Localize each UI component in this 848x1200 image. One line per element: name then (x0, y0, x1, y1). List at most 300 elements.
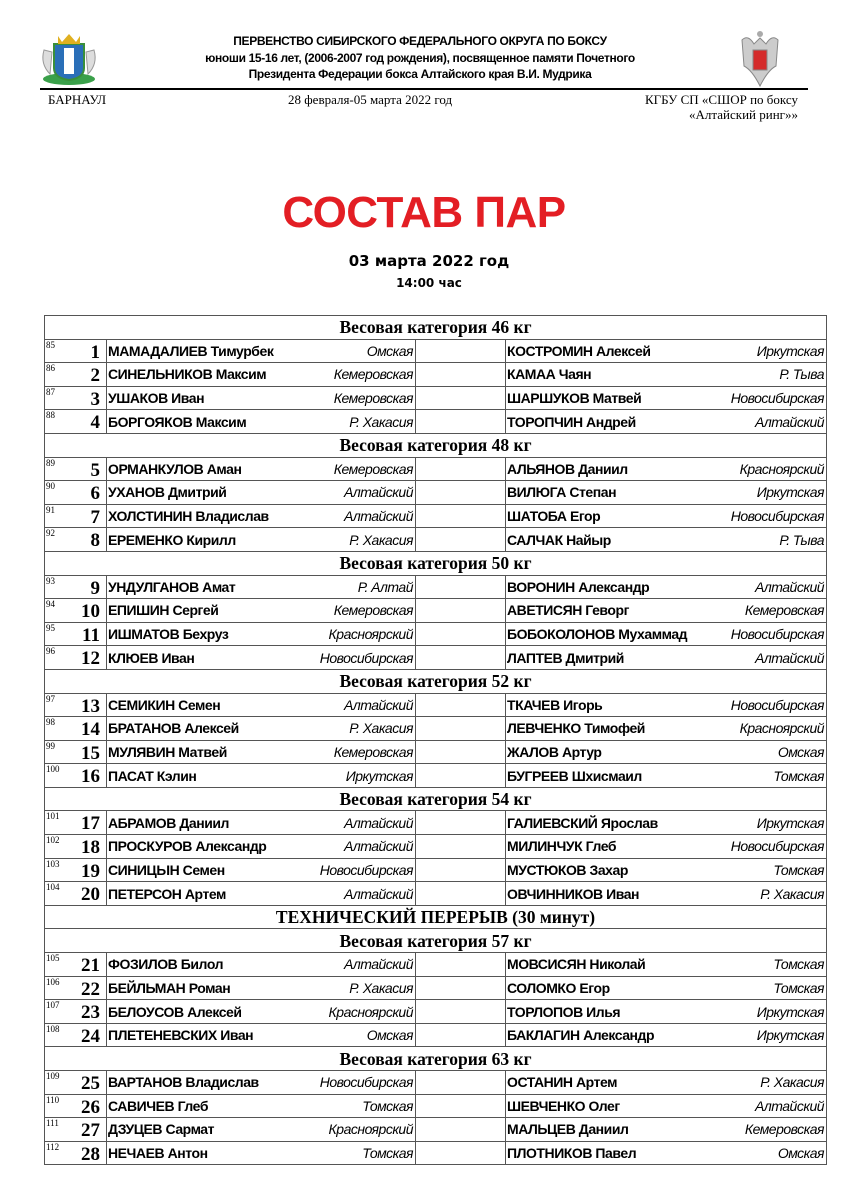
red-corner-cell (107, 1071, 416, 1095)
red-corner-cell (107, 1000, 416, 1024)
boxer-name: БОРГОЯКОВ Максим (108, 413, 247, 430)
empty-cell (416, 622, 506, 646)
bout-number-cell (45, 1000, 107, 1024)
category-heading: Весовая категория 63 кг (45, 1047, 827, 1071)
table-row (45, 858, 827, 882)
bout-number-cell (45, 646, 107, 670)
red-corner-cell (107, 622, 416, 646)
boxer-region: Иркутская (756, 814, 825, 831)
bout-number-cell (45, 811, 107, 835)
boxer-name: МИЛИНЧУК Глеб (507, 838, 617, 855)
bout-number: 1 (90, 341, 100, 363)
red-corner-cell (107, 575, 416, 599)
empty-cell (416, 1118, 506, 1142)
blue-corner-cell (506, 882, 827, 906)
boxer-region: Иркутская (756, 342, 825, 359)
bout-number: 14 (81, 719, 100, 741)
blue-corner-cell (506, 386, 827, 410)
boxer-name: САЛЧАК Найыр (507, 531, 611, 548)
boxer-region: Иркутская (345, 767, 413, 784)
boxer-region: Кемеровская (744, 1121, 825, 1138)
boxer-region: Омская (777, 1145, 825, 1162)
boxer-name: АЛЬЯНОВ Даниил (507, 460, 628, 477)
boxer-name: САВИЧЕВ Глеб (108, 1097, 209, 1114)
table-row (45, 481, 827, 505)
sequence-number: 105 (46, 953, 60, 964)
blue-corner-cell (506, 339, 827, 363)
sequence-number: 108 (46, 1023, 60, 1034)
bout-number-cell (45, 764, 107, 788)
bout-number-cell (45, 528, 107, 552)
category-heading: Весовая категория 50 кг (45, 551, 827, 575)
boxer-region: Р. Хакасия (349, 979, 413, 996)
red-corner-cell (107, 976, 416, 1000)
boxer-name: ЕПИШИН Сергей (108, 602, 219, 619)
category-row (45, 316, 827, 340)
bout-number: 22 (81, 978, 100, 1000)
boxer-region: Томская (773, 979, 825, 996)
boxer-region: Алтайский (755, 649, 825, 666)
table-row (45, 1000, 827, 1024)
table-row (45, 457, 827, 481)
boxer-name: ПРОСКУРОВ Александр (108, 838, 267, 855)
boxer-region: Р. Хакасия (760, 885, 825, 902)
sequence-number: 102 (46, 835, 60, 846)
bout-number-cell (45, 740, 107, 764)
table-row (45, 1141, 827, 1165)
table-row (45, 882, 827, 906)
empty-cell (416, 1071, 506, 1095)
blue-corner-cell (506, 740, 827, 764)
boxer-name: МАЛЬЦЕВ Даниил (507, 1121, 629, 1138)
table-row (45, 410, 827, 434)
boxer-region: Красноярский (328, 626, 413, 643)
table-row (45, 504, 827, 528)
sequence-number: 111 (46, 1118, 59, 1129)
bout-number-cell (45, 386, 107, 410)
event-title-line: Президента Федерации бокса Алтайского края В.И. Мудрика (248, 67, 592, 81)
bout-date: 03 марта 2022 год (348, 252, 510, 270)
empty-cell (416, 693, 506, 717)
bout-number-cell (45, 717, 107, 741)
bout-number: 12 (81, 648, 100, 670)
blue-corner-cell (506, 363, 827, 387)
category-row (45, 787, 827, 811)
bout-number-cell (45, 622, 107, 646)
boxer-name: БЕЛОУСОВ Алексей (108, 1003, 242, 1020)
boxer-name: ЖАЛОВ Артур (507, 743, 602, 760)
red-corner-cell (107, 740, 416, 764)
table-row (45, 693, 827, 717)
blue-corner-cell (506, 1118, 827, 1142)
bout-number-cell (45, 481, 107, 505)
category-heading: ТЕХНИЧЕСКИЙ ПЕРЕРЫВ (30 минут) (45, 905, 827, 929)
boxer-name: КАМАА Чаян (507, 366, 592, 383)
boxer-region: Новосибирская (730, 390, 825, 407)
boxer-region: Алтайский (344, 508, 413, 525)
boxer-name: ВИЛЮГА Степан (507, 484, 617, 501)
boxer-name: ГАЛИЕВСКИЙ Ярослав (507, 814, 658, 831)
category-heading: Весовая категория 46 кг (45, 316, 827, 340)
empty-cell (416, 504, 506, 528)
category-heading: Весовая категория 48 кг (45, 433, 827, 457)
bout-number-cell (45, 410, 107, 434)
boxer-name: ПЕТЕРСОН Артем (108, 885, 226, 902)
boxer-region: Томская (773, 956, 825, 973)
table-row (45, 528, 827, 552)
empty-cell (416, 976, 506, 1000)
boxer-name: ЛЕВЧЕНКО Тимофей (507, 720, 645, 737)
boxer-name: ПЛЕТЕНЕВСКИХ Иван (108, 1027, 254, 1044)
category-row (45, 433, 827, 457)
empty-cell (416, 1023, 506, 1047)
red-corner-cell (107, 717, 416, 741)
table-row (45, 363, 827, 387)
bout-number-cell (45, 363, 107, 387)
sequence-number: 87 (46, 386, 55, 397)
organizer-line: «Алтайский ринг»» (689, 107, 798, 122)
blue-corner-cell (506, 976, 827, 1000)
boxer-name: СИНИЦЫН Семен (108, 861, 225, 878)
boxer-region: Кемеровская (333, 743, 413, 760)
category-row (45, 905, 827, 929)
bout-number: 2 (90, 365, 100, 387)
boxer-name: ВАРТАНОВ Владислав (108, 1074, 259, 1091)
blue-corner-cell (506, 835, 827, 859)
table-row (45, 811, 827, 835)
boxer-region: Томская (773, 861, 825, 878)
empty-cell (416, 858, 506, 882)
sequence-number: 91 (46, 504, 55, 515)
boxer-name: БОБОКОЛОНОВ Мухаммад (507, 626, 688, 643)
boxer-region: Алтайский (344, 956, 413, 973)
red-corner-cell (107, 599, 416, 623)
bout-number-cell (45, 1094, 107, 1118)
category-heading: Весовая категория 57 кг (45, 929, 827, 953)
boxer-region: Омская (777, 743, 825, 760)
boxer-name: БАКЛАГИН Александр (507, 1027, 655, 1044)
boxer-name: ПАСАТ Кэлин (108, 767, 197, 784)
red-corner-cell (107, 764, 416, 788)
blue-corner-cell (506, 410, 827, 434)
bout-number-cell (45, 1071, 107, 1095)
boxer-region: Новосибирская (730, 626, 825, 643)
empty-cell (416, 740, 506, 764)
sequence-number: 104 (46, 882, 60, 893)
bout-number-cell (45, 1118, 107, 1142)
event-title (170, 33, 670, 83)
event-title-line: юноши 15-16 лет, (2006-2007 год рождения), посвященное памяти Почетного (205, 50, 635, 65)
boxer-region: Омская (366, 342, 413, 359)
barnaul-coat-of-arms-logo (38, 30, 100, 86)
boxer-name: УХАНОВ Дмитрий (108, 484, 227, 501)
table-row (45, 1071, 827, 1095)
boxer-region: Новосибирская (319, 1074, 413, 1091)
sequence-number: 92 (46, 528, 55, 539)
boxer-name: ОРМАНКУЛОВ Аман (108, 460, 242, 477)
boxer-region: Алтайский (344, 838, 413, 855)
empty-cell (416, 835, 506, 859)
event-title-line: ПЕРВЕНСТВО СИБИРСКОГО ФЕДЕРАЛЬНОГО ОКРУГА ПО БОКСУ (233, 34, 607, 48)
bout-number: 3 (90, 388, 100, 410)
boxer-region: Иркутская (756, 484, 825, 501)
bout-number-cell (45, 599, 107, 623)
page-title: СОСТАВ ПАР (282, 188, 566, 237)
boxer-region: Кемеровская (744, 602, 825, 619)
boxer-name: ОСТАНИН Артем (507, 1074, 618, 1091)
red-corner-cell (107, 811, 416, 835)
red-corner-cell (107, 835, 416, 859)
boxer-region: Томская (362, 1097, 413, 1114)
empty-cell (416, 953, 506, 977)
boxer-name: ШАТОБА Егор (507, 508, 601, 525)
blue-corner-cell (506, 717, 827, 741)
sequence-number: 101 (46, 811, 60, 822)
bout-time: 14:00 час (396, 276, 462, 290)
boxer-region: Р. Хакасия (349, 413, 413, 430)
boxer-name: ПЛОТНИКОВ Павел (507, 1145, 637, 1162)
empty-cell (416, 481, 506, 505)
sequence-number: 100 (46, 764, 60, 775)
bout-number: 16 (81, 766, 100, 788)
bout-number: 26 (81, 1096, 100, 1118)
table-row (45, 976, 827, 1000)
table-row (45, 339, 827, 363)
bout-number: 21 (81, 955, 100, 977)
boxer-name: МАМАДАЛИЕВ Тимурбек (108, 342, 274, 359)
empty-cell (416, 528, 506, 552)
red-corner-cell (107, 339, 416, 363)
boxer-name: ОВЧИННИКОВ Иван (507, 885, 640, 902)
boxer-name: БЕЙЛЬМАН Роман (108, 979, 231, 996)
category-row (45, 929, 827, 953)
boxer-name: МУСТЮКОВ Захар (507, 861, 628, 878)
boxer-name: ДЗУЦЕВ Сармат (108, 1121, 215, 1138)
bout-number-cell (45, 953, 107, 977)
boxer-region: Новосибирская (319, 649, 413, 666)
boxer-name: КЛЮЕВ Иван (108, 649, 195, 666)
header-divider (40, 88, 808, 90)
sequence-number: 109 (46, 1071, 60, 1081)
blue-corner-cell (506, 1141, 827, 1165)
boxer-region: Томская (773, 767, 825, 784)
bout-number-cell (45, 693, 107, 717)
boxer-name: НЕЧАЕВ Антон (108, 1145, 208, 1162)
sequence-number: 90 (46, 481, 55, 492)
sequence-number: 97 (46, 693, 55, 704)
boxer-region: Алтайский (344, 484, 413, 501)
table-row (45, 1094, 827, 1118)
sequence-number: 99 (46, 740, 55, 751)
empty-cell (416, 1141, 506, 1165)
bout-number-cell (45, 1023, 107, 1047)
boxer-name: СЕМИКИН Семен (108, 696, 221, 713)
empty-cell (416, 410, 506, 434)
sequence-number: 106 (46, 976, 60, 987)
boxer-region: Кемеровская (333, 602, 413, 619)
category-row (45, 1047, 827, 1071)
category-heading: Весовая категория 52 кг (45, 669, 827, 693)
empty-cell (416, 717, 506, 741)
boxer-name: ШЕВЧЕНКО Олег (507, 1097, 620, 1114)
red-corner-cell (107, 953, 416, 977)
empty-cell (416, 764, 506, 788)
table-row (45, 835, 827, 859)
boxer-region: Омская (366, 1027, 413, 1044)
blue-corner-cell (506, 1000, 827, 1024)
event-dates: 28 февраля-05 марта 2022 год (288, 92, 453, 107)
blue-corner-cell (506, 504, 827, 528)
bout-number: 23 (81, 1002, 100, 1024)
red-corner-cell (107, 858, 416, 882)
bout-number-cell (45, 457, 107, 481)
sequence-number: 112 (46, 1141, 60, 1152)
boxer-region: Р. Тыва (779, 531, 825, 548)
category-row (45, 669, 827, 693)
blue-corner-cell (506, 1071, 827, 1095)
red-corner-cell (107, 1023, 416, 1047)
pairings-table (44, 315, 827, 1165)
bout-number: 19 (81, 860, 100, 882)
sequence-number: 85 (46, 339, 55, 350)
table-row (45, 717, 827, 741)
sequence-number: 93 (46, 575, 55, 586)
sequence-number: 103 (46, 858, 60, 869)
bout-number: 6 (90, 483, 100, 505)
bout-number-cell (45, 976, 107, 1000)
organizer-line: КГБУ СП «СШОР по боксу (644, 92, 798, 107)
boxer-region: Иркутская (756, 1027, 825, 1044)
empty-cell (416, 457, 506, 481)
boxer-name: МОВСИСЯН Николай (507, 956, 646, 973)
boxer-region: Алтайский (755, 413, 825, 430)
table-row (45, 599, 827, 623)
table-row (45, 764, 827, 788)
boxer-region: Р. Хакасия (349, 720, 413, 737)
boxer-region: Красноярский (739, 720, 825, 737)
boxer-name: АВЕТИСЯН Геворг (507, 602, 629, 619)
boxer-name: ВОРОНИН Александр (507, 578, 650, 595)
boxer-region: Новосибирская (730, 696, 825, 713)
red-corner-cell (107, 481, 416, 505)
boxer-name: КОСТРОМИН Алексей (507, 342, 651, 359)
bout-number-cell (45, 504, 107, 528)
boxer-region: Алтайский (755, 1097, 825, 1114)
boxer-name: ТОРОПЧИН Андрей (507, 413, 636, 430)
sequence-number: 107 (46, 1000, 60, 1011)
boxer-name: ФОЗИЛОВ Билол (108, 956, 224, 973)
blue-corner-cell (506, 953, 827, 977)
empty-cell (416, 1094, 506, 1118)
empty-cell (416, 646, 506, 670)
table-row (45, 386, 827, 410)
blue-corner-cell (506, 811, 827, 835)
boxer-region: Томская (362, 1145, 413, 1162)
empty-cell (416, 882, 506, 906)
bout-number: 27 (81, 1120, 100, 1142)
bout-number: 5 (90, 459, 100, 481)
boxer-region: Новосибирская (730, 508, 825, 525)
red-corner-cell (107, 386, 416, 410)
boxer-name: СОЛОМКО Егор (507, 979, 610, 996)
blue-corner-cell (506, 575, 827, 599)
bout-number: 11 (82, 624, 100, 646)
red-corner-cell (107, 363, 416, 387)
table-row (45, 1118, 827, 1142)
blue-corner-cell (506, 764, 827, 788)
boxer-region: Кемеровская (333, 460, 413, 477)
sequence-number: 94 (46, 599, 55, 610)
blue-corner-cell (506, 457, 827, 481)
sequence-number: 96 (46, 646, 55, 657)
bout-number: 9 (90, 577, 100, 599)
boxer-region: Красноярский (328, 1121, 413, 1138)
category-heading: Весовая категория 54 кг (45, 787, 827, 811)
table-row (45, 953, 827, 977)
red-corner-cell (107, 457, 416, 481)
red-corner-cell (107, 1118, 416, 1142)
empty-cell (416, 1000, 506, 1024)
blue-corner-cell (506, 1023, 827, 1047)
bout-number: 18 (81, 837, 100, 859)
boxer-region: Алтайский (344, 814, 413, 831)
boxer-name: ЕРЕМЕНКО Кирилл (108, 531, 236, 548)
empty-cell (416, 363, 506, 387)
blue-corner-cell (506, 1094, 827, 1118)
boxer-region: Красноярский (739, 460, 825, 477)
bout-number-cell (45, 835, 107, 859)
boxer-name: УШАКОВ Иван (108, 390, 205, 407)
blue-corner-cell (506, 693, 827, 717)
blue-corner-cell (506, 858, 827, 882)
bout-number: 7 (90, 506, 100, 528)
red-corner-cell (107, 882, 416, 906)
bout-number: 4 (90, 412, 100, 434)
boxer-name: ХОЛСТИНИН Владислав (108, 508, 269, 525)
empty-cell (416, 339, 506, 363)
boxer-name: АБРАМОВ Даниил (108, 814, 229, 831)
boxer-region: Р. Тыва (779, 366, 825, 383)
boxer-region: Кемеровская (333, 390, 413, 407)
sequence-number: 88 (46, 410, 55, 421)
boxer-name: ЛАПТЕВ Дмитрий (507, 649, 624, 666)
red-corner-cell (107, 646, 416, 670)
bout-number: 28 (81, 1143, 100, 1165)
blue-corner-cell (506, 646, 827, 670)
sequence-number: 98 (46, 717, 55, 728)
boxing-federation-eagle-logo (738, 30, 782, 88)
table-row (45, 575, 827, 599)
bout-number-cell (45, 339, 107, 363)
bout-number: 25 (81, 1073, 100, 1094)
table-row (45, 1023, 827, 1047)
category-row (45, 551, 827, 575)
boxer-name: БУГРЕЕВ Шхисмаил (507, 767, 642, 784)
table-row (45, 740, 827, 764)
bout-number: 17 (81, 813, 100, 835)
boxer-name: БРАТАНОВ Алексей (108, 720, 239, 737)
bout-number: 20 (81, 884, 100, 906)
bout-number-cell (45, 882, 107, 906)
red-corner-cell (107, 693, 416, 717)
bout-number: 10 (81, 601, 100, 623)
boxer-region: Алтайский (755, 578, 825, 595)
sequence-number: 110 (46, 1094, 60, 1105)
boxer-region: Красноярский (328, 1003, 413, 1020)
boxer-region: Р. Алтай (357, 578, 413, 595)
bout-number: 15 (81, 742, 100, 764)
red-corner-cell (107, 410, 416, 434)
